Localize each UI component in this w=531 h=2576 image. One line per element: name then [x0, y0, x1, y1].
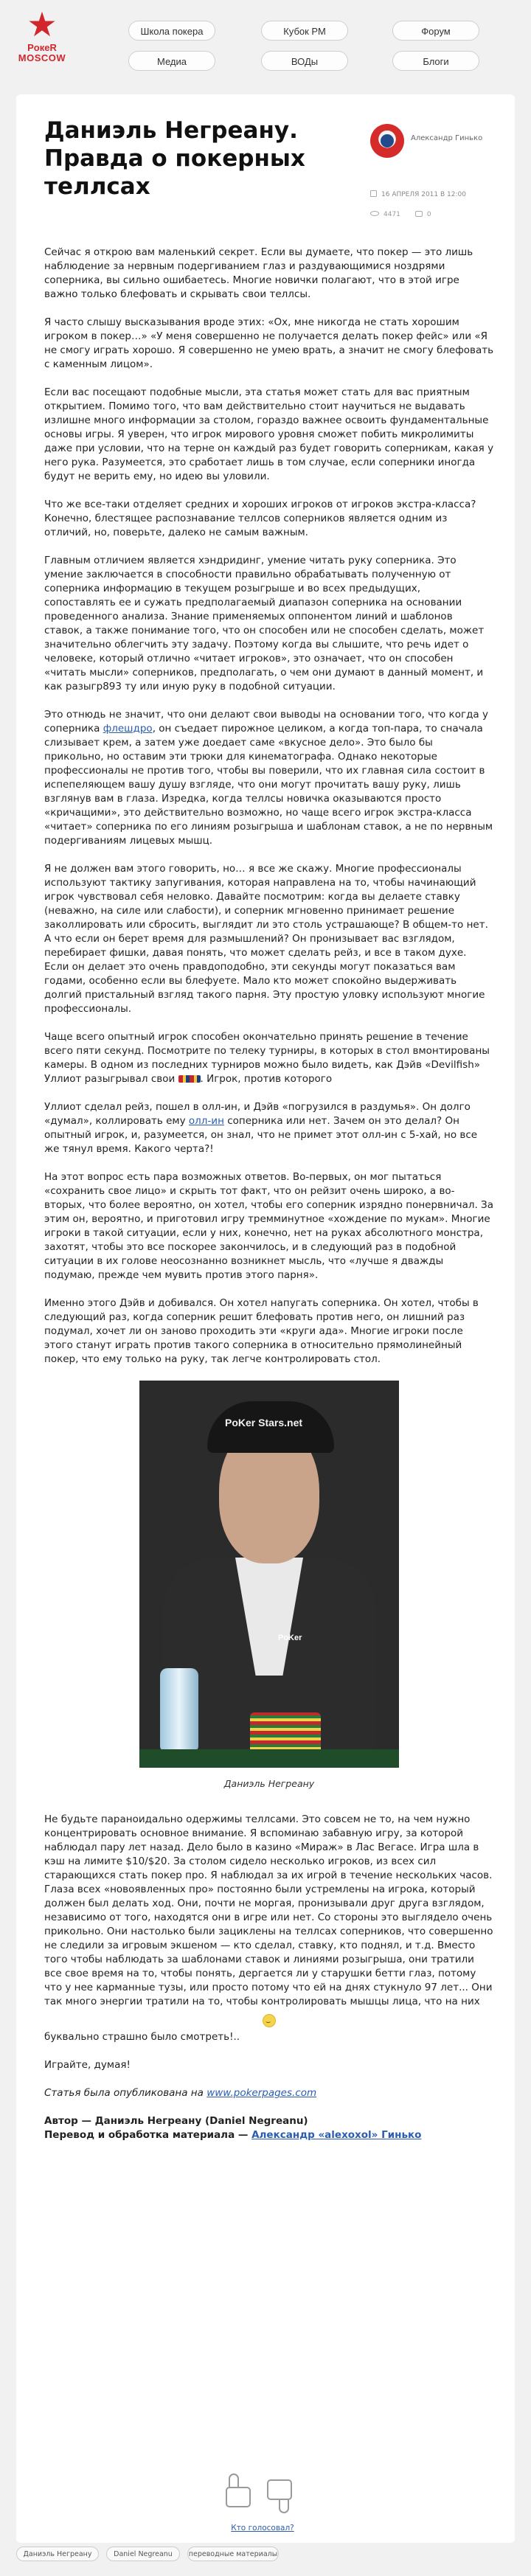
water-bottle: [160, 1668, 198, 1751]
cap-logo-text: PoKer Stars.net: [225, 1417, 303, 1428]
paragraph: Именно этого Дэйв и добивался. Он хотел напугать соперника. Он хотел, чтобы в следующий раз, когда соперник решит блефовать против него, он лишний раз подумал, хочет ли он заново проходить эти «круги ада». Многие игроки после этого станут играть против такого соперника в относительно прямолинейный покер, что ему только на руку, так легче контролировать стол.: [44, 1297, 479, 1365]
calendar-icon: [370, 190, 377, 197]
site-logo[interactable]: [16, 6, 68, 87]
tag-item[interactable]: переводные материалы: [187, 2547, 279, 2561]
source-line: [44, 2086, 494, 2100]
paragraph: [44, 708, 494, 848]
who-voted-link[interactable]: Кто голосовал?: [231, 2524, 294, 2532]
chip-stack: [250, 1712, 321, 1754]
comment-icon: [415, 211, 423, 217]
paragraph: Я часто слышу высказывания вроде этих: «Ох, мне никогда не стать хорошим игроком в покер…» «У меня совершенно не получается делать покер фейс» или «Я не смогу играть хорошо. Я совершенно не умею врать, а значит не смогу блефовать с каменным лицом».: [44, 316, 494, 370]
paragraph: Сейчас я открою вам маленький секрет. Если вы думаете, что покер — это лишь наблюдение за нервным подергиванием глаз и раздувающимися ноздрями соперника, вы сильно ошибаетесь. Многие новички полагают, что в этой игре важно только блефовать и скрывать свои теллсы.: [44, 246, 473, 300]
article-card: [16, 94, 515, 2543]
author-avatar[interactable]: [370, 124, 404, 158]
smiley-row: [44, 2014, 494, 2029]
translator-link[interactable]: Александр «alexoxol» Гинько: [251, 2129, 422, 2141]
credit-author: Автор — Даниэль Негреану (Daniel Negreanu): [44, 2115, 308, 2127]
tag-item[interactable]: Daniel Negreanu: [106, 2547, 180, 2561]
comments-count: 0: [426, 211, 431, 218]
thumb-palm: [267, 2479, 292, 2500]
author-name[interactable]: Александр Гинько: [411, 134, 483, 142]
paragraph: Не будьте параноидально одержимы теллсами. Это совсем не то, на чем нужно концентрировать основное внимание. Я вспоминаю забавную игру, за которой наблюдал пару лет назад. Дело было в казино «Мираж» в Лас Вегасе. Игра шла в кэш на лимите $10/$20. За столом сидело несколько игроков, из всех сил старающихся стать покер про. Я наблюдал за их игрой в течение нескольких часов. Глаза всех «новоявленных про» постоянно были устремлены на игрока, который должен был делать ход. Они, почти не моргая, пронизывали друг друга взглядом, независимо от того, находятся они в игре или нет. Со стороны это выглядело очень прикольно. Они настолько были зациклены на теллсах соперников, что совершенно не следили за игровым экшеном — кто сделал, ставку, кто поднял, и т.д. Вместо того чтобы наблюдать за шаблонами ставок и линиями розыгрыша, они тратили все свое время на то, чтобы понять, дергается ли у старушки бетти глаз, потому что у нее карманные тузы, или просто потому что ей на днях стукнуло 97 лет... Они так много энергии тратили на то, чтобы контролировать мышцы лица, что на них: [44, 1813, 493, 2007]
poker-table: [139, 1749, 399, 1768]
text: Перевод и обработка материала —: [44, 2129, 252, 2141]
eye-icon: [370, 211, 379, 216]
credits: [44, 2114, 494, 2142]
logo-line-1: PoкeR: [27, 42, 57, 53]
site-header: [0, 0, 531, 92]
text: соперника или нет. Зачем он это делал? Он опытный игрок, и, разумеется, он знал, что не примет этот олл-ин с 5-хай, но все же тянул время. Какого черта?!: [44, 1115, 478, 1155]
article-body: [44, 246, 494, 2142]
text: , он съедает пирожное целиком, а когда топ-пара, то сначала слизывает крем, а затем уже доедает саме «вкусное дело». Это было бы прикольно, но оставим эти трюки для кинематографа. Однако некоторые профессионалы не против того, чтобы вы поверили, что их главная сила состоит в испепеляющем вашу душу взгляде, что они могут прочитать вашу руку, лишь взглянув вам в глаза. Изредка, когда теллсы новичка оказываются просто «кричащими», это действительно возможно, но чаще всего игрок экстра-класса «читает» соперника по его линиям розыгрыша и шаблонам ставок, а не по нервным подергиваниям лицевых мышц.: [44, 723, 493, 847]
nav-rm-cup[interactable]: Кубок РМ: [261, 21, 348, 41]
nav-media[interactable]: Медиа: [128, 51, 215, 71]
nav-forum[interactable]: Форум: [392, 21, 479, 41]
jacket-patch-text: PoKer: [278, 1634, 302, 1642]
text: Это отнюдь не значит, что они делают свои выводы на основании того, что когда у соперника: [44, 709, 488, 735]
paragraph: Главным отличием является хэндридинг, умение читать руку соперника. Это умение заключается в способности правильно обрабатывать полученную от соперника информацию в текущем розыгрыше и во всех предыдущих, сопоставлять ее и сужать предполагаемый диапазон соперника на основании проведенного анализа. Знание применяемых оппонентом линий и шаблонов ставок, а также понимание того, что он способен или не способен сделать, может значительно облегчить эту задачу. Поэтому когда вы слышите, что речь идет о человеке, который отлично «читает игроков», это означает, что он способен «читать мысли» соперников, предполагать, о чем они думают в данный момент, и как разыгр893 ту или иную руку в подобной ситуации.: [44, 555, 485, 692]
paragraph: На этот вопрос есть пара возможных ответов. Во-первых, он мог пытаться «сохранить свое лицо» и скрыть тот факт, что он рейзит очень широко, а во-вторых, что более вероятно, он хотел, чтобы его соперник изрядно понервничал. За этим он, вероятно, и приготовил игру тремминутное «хождение по мукам». Многие игроки в такой ситуации, если у них, конечно, нет на руках абсолютного монстра, захотят, чтобы это все поскорее закончилось, и в следующий раз в подобной ситуации в их голове неосознанно возникнет мысль, что «лучше я дважды подумаю, прежде чем мувить против этого парня».: [44, 1171, 493, 1281]
cards-image: [178, 1075, 201, 1083]
thumb-palm: [226, 2487, 251, 2507]
paragraph: Если вас посещают подобные мысли, эта статья может стать для вас приятным открытием. Помимо того, что вам действительно стоит научиться не выдавать излишне много информации за столом, гораздо важнее освоить фундаментальные основы игры. Я уверен, что игрок мирового уровня сможет побить микролимиты даже при условии, что на терне он каждый раз будет говорить соперникам, какая у него рука. Разумеется, это сработает лишь в том случае, если соперники иногда будут не верить ему, но идею вы уловили.: [44, 386, 494, 482]
paragraph: Что же все-таки отделяет средних и хороших игроков от игроков экстра-класса? Конечно, блестящее распознавание теллсов соперников является одним из отличий, но, поверьте, далеко не самым важным.: [44, 499, 476, 538]
photo-caption: Даниэль Негреану: [223, 1778, 315, 1789]
link-all-in[interactable]: олл-ин: [188, 1115, 224, 1127]
text: Статья была опубликована на: [44, 2087, 207, 2099]
nav-blogs[interactable]: Блоги: [392, 51, 479, 71]
logo-line-2: MOSCOW: [18, 52, 66, 63]
paragraph: [44, 1030, 494, 1086]
text: . Игрок, против которого: [200, 1073, 333, 1085]
tag-item[interactable]: Даниэль Негреану: [16, 2547, 99, 2561]
paragraph: Я не должен вам этого говорить, но… я все же скажу. Многие профессионалы используют тактику запугивания, которая направлена на то, чтобы начинающий игрок чувствовал себя неловко. Давайте посмотрим: когда вы делаете ставку (неважно, на силе или слабости), и соперник мгновенно принимает решение заколлировать или сбросить, выглядит ли это столь устрашающе? В общем-то нет. А что если он берет время для размышлений? Он пронизывает вас взглядом, перебирает фишки, давая понять, что может сделать рейз, и все в таком духе. Если он делает это очень правдоподобно, эти секунды могут показаться вам годами, особенно если вы блефуете. Мало кто может спокойно выдерживать долгий пристальный взгляд такого парня. Эту простую уловку используют многие профессионалы.: [44, 863, 488, 1015]
text: Чаще всего опытный игрок способен окончательно принять решение в течение всего пяти секунд. Посмотрите по телеку турниры, в которых в стол вмонтированы камеры. В одном из последних турниров можно было видеть, как Дэйв «Devilfish» Уллиот разыгрывал свои: [44, 1031, 490, 1085]
publish-date: [370, 190, 466, 198]
who-voted: [211, 2524, 314, 2532]
tag-list: [16, 2547, 515, 2564]
nav-vods[interactable]: ВОДы: [261, 51, 348, 71]
thumbs-up-button[interactable]: [220, 2473, 255, 2509]
article-title: Даниэль Негреану. Правда о покерных теллсах: [44, 117, 305, 200]
star-icon: ★: [27, 4, 58, 44]
source-link[interactable]: www.pokerpages.com: [206, 2087, 317, 2099]
paragraph: [44, 1100, 494, 1156]
article-stats: [370, 211, 503, 218]
paragraph: Играйте, думая!: [44, 2059, 131, 2071]
views-count: 4471: [384, 211, 400, 218]
nav-poker-school[interactable]: Школа покера: [128, 21, 215, 41]
thumbs-down-button[interactable]: [263, 2478, 298, 2513]
date-text: 16 АПРЕЛЯ 2011 В 12:00: [381, 191, 466, 198]
negreanu-photo: [139, 1381, 399, 1768]
text: Уллиот сделал рейз, пошел в олл-ин, и Дэйв «погрузился в раздумья». Он долго «думал», коллировать ему: [44, 1101, 471, 1127]
photo-figure: [44, 1381, 494, 1791]
credit-translator: [44, 2128, 494, 2142]
link-flushdraw[interactable]: флешдро: [103, 723, 153, 735]
vote-widget: [209, 2469, 313, 2519]
paragraph: буквально страшно было смотреть!..: [44, 2031, 240, 2043]
smiley-icon: [263, 2014, 276, 2027]
